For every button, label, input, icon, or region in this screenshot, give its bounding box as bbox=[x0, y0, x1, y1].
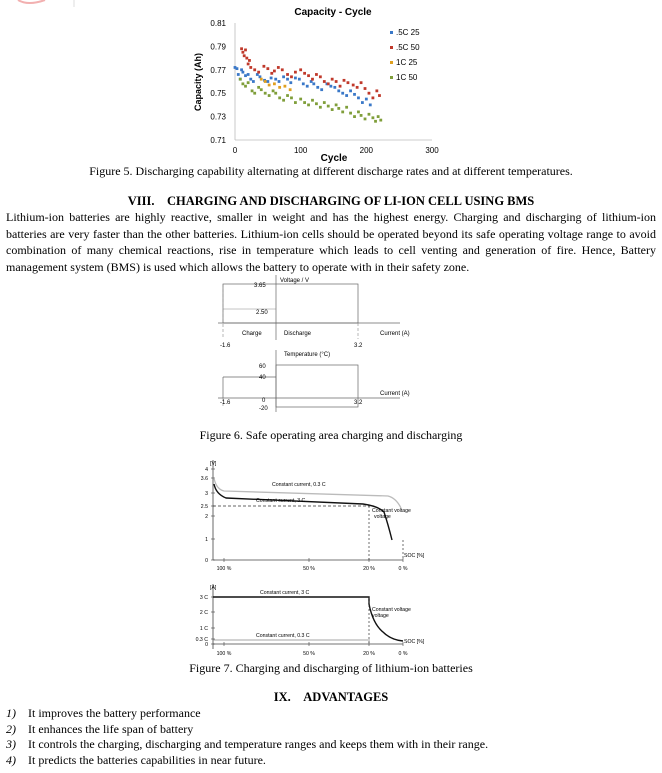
data-point bbox=[273, 82, 276, 85]
y-tick-label: 2 bbox=[205, 514, 208, 520]
x-tick-label: 0 % bbox=[398, 566, 408, 572]
data-point bbox=[311, 78, 314, 81]
data-point bbox=[272, 89, 275, 92]
label-cc-0.3c: Constant current, 0.3 C bbox=[272, 482, 326, 488]
soc-axis-label: SOC [%] bbox=[404, 553, 425, 559]
data-point bbox=[361, 101, 364, 104]
data-point bbox=[307, 74, 310, 77]
y-tick-label: 0.79 bbox=[210, 42, 226, 52]
voltage-axis-label: Voltage / V bbox=[280, 278, 310, 284]
data-point bbox=[337, 107, 340, 110]
data-point bbox=[244, 74, 247, 77]
data-point bbox=[260, 78, 263, 81]
data-point bbox=[368, 92, 371, 95]
label-cc-0.3c-current: Constant current, 0.3 C bbox=[256, 633, 310, 639]
data-point bbox=[299, 98, 302, 101]
data-point bbox=[286, 78, 289, 81]
legend-marker bbox=[390, 31, 393, 34]
data-point bbox=[252, 80, 255, 83]
data-point bbox=[239, 78, 242, 81]
data-point bbox=[264, 92, 267, 95]
data-point bbox=[241, 51, 244, 54]
x-tick-label: 100 % bbox=[216, 566, 232, 572]
data-point bbox=[247, 63, 250, 66]
data-point bbox=[244, 85, 247, 88]
data-point bbox=[268, 94, 271, 97]
voltage-unit: [V] bbox=[210, 461, 217, 467]
data-point bbox=[268, 84, 271, 87]
data-point bbox=[319, 106, 322, 109]
data-point bbox=[374, 120, 377, 123]
data-point bbox=[289, 88, 292, 91]
x-axis-label: Cycle bbox=[320, 153, 348, 164]
data-point bbox=[360, 114, 363, 117]
data-point bbox=[251, 89, 254, 92]
list-item: 3) It controls the charging, discharging and temperature ranges and keeps them with in their range. bbox=[6, 737, 489, 752]
data-point bbox=[253, 68, 256, 71]
soc-axis-label-current: SOC [%] bbox=[404, 639, 425, 645]
data-point bbox=[353, 115, 356, 118]
data-point bbox=[379, 119, 382, 122]
y-tick-label: 0.3 C bbox=[195, 637, 208, 643]
data-point bbox=[244, 49, 247, 52]
data-point bbox=[290, 75, 293, 78]
data-point bbox=[327, 82, 330, 85]
current-axis-label-bottom: Current (A) bbox=[380, 391, 410, 397]
ytick-3.65: 3.65 bbox=[254, 283, 266, 289]
section-8-heading: VIII. CHARGING AND DISCHARGING OF LI-ION CELL USING BMS bbox=[127, 194, 535, 208]
y-tick-label: 0.77 bbox=[210, 65, 226, 75]
data-point bbox=[319, 75, 322, 78]
x-tick-label: 50 % bbox=[303, 566, 315, 572]
data-point bbox=[357, 111, 360, 114]
ytick-0: 0 bbox=[262, 398, 266, 404]
ytick-neg-20: -20 bbox=[259, 406, 268, 412]
data-point bbox=[278, 80, 281, 83]
figure-6-diagram bbox=[210, 272, 410, 430]
data-point bbox=[236, 67, 239, 70]
data-point bbox=[335, 104, 338, 107]
list-item: 2) It enhances the life span of battery bbox=[6, 721, 194, 736]
data-point bbox=[353, 93, 356, 96]
soa-temperature-chart bbox=[218, 350, 410, 412]
xtick-neg-1.6-bottom: -1.6 bbox=[220, 400, 231, 406]
data-point bbox=[327, 105, 330, 108]
y-tick-label: 3.6 bbox=[200, 476, 208, 482]
y-tick-label: 3 bbox=[205, 491, 208, 497]
data-point bbox=[331, 78, 334, 81]
xtick-3.2-bottom: 3.2 bbox=[354, 400, 363, 406]
y-tick-label: 4 bbox=[205, 467, 208, 473]
current-unit: [A] bbox=[210, 585, 217, 591]
data-point bbox=[306, 85, 309, 88]
x-tick-label: 20 % bbox=[363, 566, 375, 572]
data-point bbox=[378, 94, 381, 97]
ytick-2.50: 2.50 bbox=[256, 310, 268, 316]
data-point bbox=[316, 86, 319, 89]
data-point bbox=[264, 80, 267, 83]
data-point bbox=[241, 71, 244, 74]
data-point bbox=[364, 87, 367, 90]
data-point bbox=[243, 54, 246, 57]
data-point bbox=[349, 112, 352, 115]
x-tick-label: 50 % bbox=[303, 651, 315, 657]
data-point bbox=[286, 94, 289, 97]
data-point bbox=[347, 81, 350, 84]
xtick-neg-1.6: -1.6 bbox=[220, 343, 231, 349]
discharge-region-label: Discharge bbox=[284, 331, 312, 337]
data-point bbox=[341, 111, 344, 114]
y-tick-label: 3 C bbox=[199, 595, 208, 601]
x-tick-label: 0 bbox=[232, 146, 238, 155]
data-point bbox=[284, 85, 287, 88]
y-tick-label: 0.73 bbox=[210, 112, 226, 122]
data-point bbox=[294, 101, 297, 104]
charge-region-label: Charge bbox=[242, 331, 262, 337]
data-point bbox=[286, 73, 289, 76]
legend-label: .5C 25 bbox=[396, 28, 420, 37]
data-point bbox=[274, 92, 277, 95]
data-point bbox=[278, 86, 281, 89]
data-point bbox=[248, 59, 251, 62]
data-point bbox=[273, 70, 276, 73]
data-point bbox=[281, 68, 284, 71]
data-point bbox=[349, 89, 352, 92]
ytick-40: 40 bbox=[259, 375, 266, 381]
data-point bbox=[282, 99, 285, 102]
data-point bbox=[323, 80, 326, 83]
y-tick-label: 1 bbox=[205, 537, 208, 543]
data-point bbox=[303, 101, 306, 104]
data-point bbox=[270, 72, 273, 75]
y-tick-label: 0 bbox=[205, 642, 208, 648]
data-point bbox=[247, 81, 250, 84]
data-point bbox=[368, 113, 371, 116]
data-point bbox=[245, 57, 248, 60]
data-point bbox=[253, 92, 256, 95]
data-point bbox=[365, 98, 368, 101]
data-point bbox=[303, 72, 306, 75]
figure-5-chart bbox=[190, 0, 470, 165]
legend-marker bbox=[390, 46, 393, 49]
label-cv-line2: voltage bbox=[374, 514, 391, 520]
data-point bbox=[237, 73, 240, 76]
data-point bbox=[247, 73, 250, 76]
x-tick-label: 100 bbox=[293, 146, 308, 155]
data-point bbox=[278, 96, 281, 99]
y-tick-label: 1 C bbox=[199, 626, 208, 632]
data-point bbox=[352, 84, 355, 87]
y-tick-label: 0.71 bbox=[210, 136, 226, 145]
data-point bbox=[375, 89, 378, 92]
page-corner-decoration bbox=[0, 0, 75, 7]
data-point bbox=[345, 94, 348, 97]
list-item: 1) It improves the battery performance bbox=[6, 706, 201, 720]
label-cc-3c-current: Constant current, 3 C bbox=[260, 590, 310, 596]
data-point bbox=[341, 92, 344, 95]
data-point bbox=[262, 65, 265, 68]
data-point bbox=[294, 71, 297, 74]
figure-7-caption: Figure 7. Charging and discharging of lithium-ion batteries bbox=[189, 661, 473, 675]
label-cc-3c: Constant current, 3 C bbox=[256, 498, 306, 504]
data-point bbox=[249, 66, 252, 69]
advantages-list bbox=[6, 706, 646, 768]
data-point bbox=[345, 106, 348, 109]
legend-label: 1C 50 bbox=[396, 73, 418, 82]
data-point bbox=[360, 81, 363, 84]
temperature-axis-label: Temperature (°C) bbox=[284, 352, 331, 358]
data-point bbox=[270, 77, 273, 80]
data-point bbox=[320, 88, 323, 91]
y-tick-label: 0 bbox=[205, 558, 208, 564]
data-point bbox=[372, 96, 375, 99]
legend-marker bbox=[390, 76, 393, 79]
y-tick-label: 0.81 bbox=[210, 19, 226, 28]
data-point bbox=[307, 104, 310, 107]
legend-marker bbox=[390, 61, 393, 64]
data-point bbox=[335, 80, 338, 83]
data-point bbox=[329, 85, 332, 88]
legend-label: .5C 50 bbox=[396, 43, 420, 52]
data-point bbox=[356, 86, 359, 89]
data-point bbox=[311, 99, 314, 102]
data-point bbox=[315, 73, 318, 76]
y-tick-label: 0.75 bbox=[210, 89, 226, 99]
figure-7-diagram bbox=[195, 456, 438, 662]
data-point bbox=[364, 118, 367, 121]
data-point bbox=[331, 108, 334, 111]
data-point bbox=[299, 68, 302, 71]
y-tick-label: 2 C bbox=[199, 610, 208, 616]
x-tick-label: 20 % bbox=[363, 651, 375, 657]
current-axis-label: Current (A) bbox=[380, 331, 410, 337]
data-point bbox=[302, 82, 305, 85]
data-point bbox=[282, 75, 285, 78]
data-point bbox=[343, 79, 346, 82]
data-point bbox=[266, 67, 269, 70]
label-cv: Constant voltage bbox=[372, 508, 411, 514]
x-tick-label: 100 % bbox=[216, 651, 232, 657]
y-tick-label: 2.5 bbox=[200, 504, 208, 510]
label-cv-current-line2: voltage bbox=[372, 613, 389, 619]
data-point bbox=[333, 86, 336, 89]
data-point bbox=[266, 80, 269, 83]
data-point bbox=[315, 102, 318, 105]
data-point bbox=[274, 78, 277, 81]
xtick-3.2: 3.2 bbox=[354, 343, 363, 349]
section-8-paragraph: Lithium-ion batteries are highly reactive, smaller in weight and has the highest energy. Charging and discharging of lithium-ion batteries are very faster than the other batteries. Lithium-ion cells should be operated beyond its safe operating voltage range to avoid combination of many chemical reactions, rise in temperature which leads to cell venting and generation of fire. Hence, Battery management system (BMS) is used which allows the battery to operate with in their safety zone. bbox=[6, 210, 656, 274]
y-axis-label: Capacity (Ah) bbox=[193, 52, 203, 112]
chart-title: Capacity - Cycle bbox=[294, 7, 372, 18]
data-point bbox=[249, 78, 252, 81]
data-point bbox=[260, 88, 263, 91]
data-point bbox=[289, 81, 292, 84]
data-point bbox=[257, 86, 260, 89]
data-point bbox=[298, 78, 301, 81]
figure-6-caption: Figure 6. Safe operating area charging and discharging bbox=[199, 428, 463, 442]
data-point bbox=[257, 71, 260, 74]
x-tick-label: 300 bbox=[425, 146, 439, 155]
current-soc-chart bbox=[196, 584, 425, 657]
ytick-60: 60 bbox=[259, 364, 266, 370]
x-tick-label: 200 bbox=[359, 146, 374, 155]
voltage-soc-chart bbox=[201, 460, 425, 572]
x-tick-label: 0 % bbox=[398, 651, 408, 657]
data-point bbox=[372, 116, 375, 119]
legend-label: 1C 25 bbox=[396, 58, 418, 67]
data-point bbox=[312, 82, 315, 85]
data-point bbox=[337, 89, 340, 92]
data-point bbox=[277, 66, 280, 69]
data-point bbox=[241, 82, 244, 85]
data-point bbox=[240, 47, 243, 50]
data-point bbox=[294, 77, 297, 80]
data-point bbox=[369, 104, 372, 107]
data-point bbox=[339, 85, 342, 88]
data-point bbox=[290, 96, 293, 99]
list-item: 4) It predicts the batteries capabilities in near future. bbox=[6, 752, 266, 767]
section-9-heading: IX. ADVANTAGES bbox=[273, 690, 389, 704]
soa-voltage-chart bbox=[218, 275, 410, 349]
data-point bbox=[377, 115, 380, 118]
label-cv-current: Constant voltage bbox=[372, 607, 411, 613]
figure-5-caption: Figure 5. Discharging capability alternating at different discharge rates and at different temperatures. bbox=[89, 164, 573, 178]
data-point bbox=[323, 101, 326, 104]
data-point bbox=[357, 96, 360, 99]
